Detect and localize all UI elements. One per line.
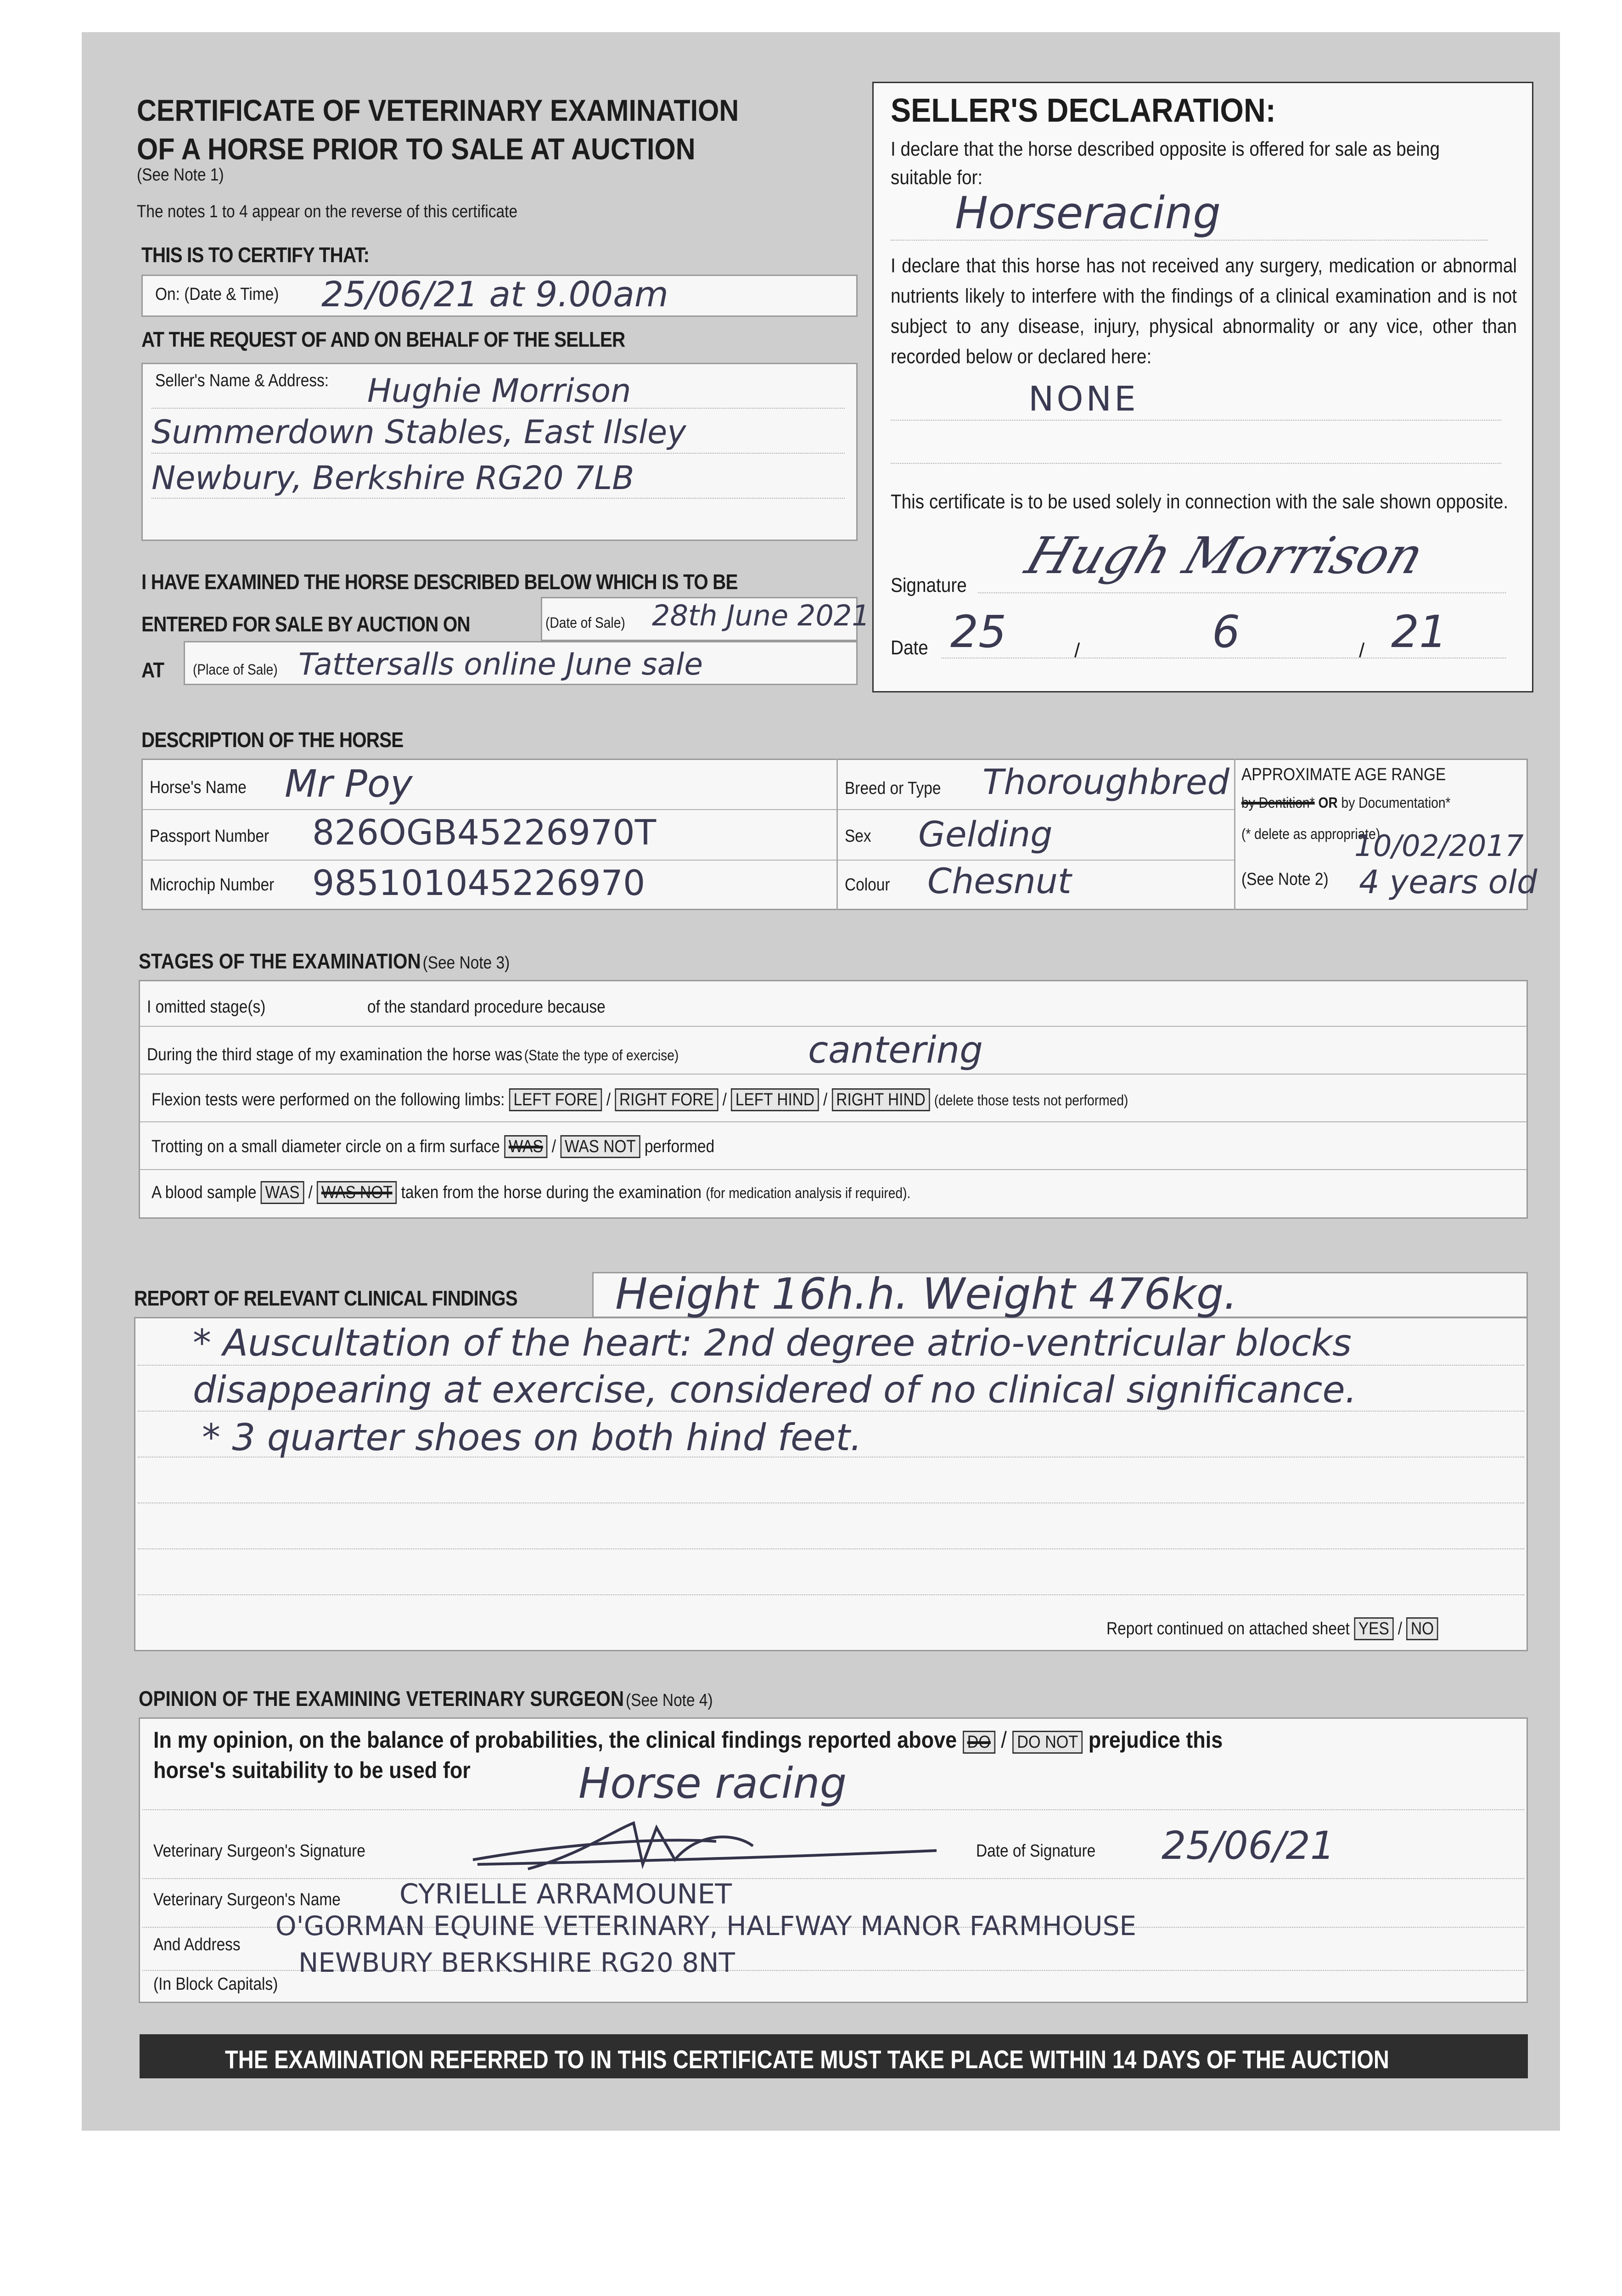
report-line-3[interactable]: disappearing at exercise, considered of no clinical significance. (193, 1368, 1357, 1411)
slash: / (722, 1090, 727, 1109)
signature-rule (978, 592, 1506, 593)
see-note-1: (See Note 1) (137, 165, 224, 185)
stages-row-rule (140, 1026, 1527, 1027)
omitted-label-a: I omitted stage(s) (147, 997, 266, 1017)
opinion-statement (153, 1727, 1223, 1754)
title-line-1: CERTIFICATE OF VETERINARY EXAMINATION (137, 93, 739, 127)
age-see-note: (See Note 2) (1241, 870, 1329, 889)
report-rule (138, 1365, 1524, 1366)
seller-date-year[interactable]: 21 (1391, 606, 1448, 658)
vet-address-line-1[interactable]: O'GORMAN EQUINE VETERINARY, HALFWAY MANOR FARMHOUSE (275, 1910, 1137, 1941)
third-stage-label: During the third stage of my examination the horse was (147, 1045, 522, 1064)
declared-rule (891, 420, 1501, 421)
date-of-signature-label: Date of Signature (976, 1841, 1096, 1861)
breed-label: Breed or Type (845, 779, 941, 798)
request-heading: AT THE REQUEST OF AND ON BEHALF OF THE SELLER (141, 327, 625, 351)
report-line-2[interactable]: * Auscultation of the heart: 2nd degree atrio-ventricular blocks (193, 1322, 1352, 1364)
slash: / (1398, 1619, 1403, 1638)
title-line-2: OF A HORSE PRIOR TO SALE AT AUCTION (137, 132, 696, 166)
address-label-1: And Address (153, 1935, 241, 1954)
report-rule (138, 1594, 1524, 1595)
age-heading: APPROXIMATE AGE RANGE (1241, 765, 1446, 784)
seller-name[interactable]: Hughie Morrison (367, 372, 631, 410)
age-dob[interactable]: 10/02/2017 (1354, 829, 1524, 863)
trot-was-not[interactable]: WAS NOT (560, 1135, 640, 1158)
vet-signature[interactable] (459, 1818, 941, 1878)
flexion-label: Flexion tests were performed on the following limbs: (152, 1090, 505, 1109)
sale-place-value[interactable]: Tattersalls online June sale (298, 647, 703, 682)
seller-signature-label: Signature (891, 574, 967, 597)
exam-date-value[interactable]: 25/06/21 at 9.00am (321, 274, 668, 315)
trot-end: performed (644, 1137, 715, 1156)
report-box (134, 1317, 1528, 1651)
limb-left-hind[interactable]: LEFT HIND (731, 1088, 819, 1111)
stages-row-rule (140, 1074, 1527, 1075)
age-years[interactable]: 4 years old (1359, 863, 1538, 901)
blood-was[interactable]: WAS (261, 1181, 304, 1204)
seller-address-line-2[interactable]: Newbury, Berkshire RG20 7LB (152, 459, 634, 497)
opinion-text-c: horse's suitability to be used for (153, 1757, 471, 1783)
address-rule (152, 498, 845, 499)
stages-heading (139, 949, 510, 974)
slash: / (551, 1137, 556, 1156)
vet-name-label: Veterinary Surgeon's Name (153, 1890, 341, 1909)
vet-signature-label: Veterinary Surgeon's Signature (153, 1841, 365, 1861)
age-delete-note: (* delete as appropriate) (1241, 826, 1381, 842)
sale-date-value[interactable]: 28th June 2021 (652, 599, 870, 632)
blood-end: taken from the horse during the examination (401, 1183, 702, 1202)
passport-value[interactable]: 826OGB45226970T (312, 812, 657, 853)
seller-date-label: Date (891, 636, 928, 659)
declaration-text-1: I declare that the horse described opposite is offered for sale as being suitable for: (891, 138, 1440, 189)
report-continued-no[interactable]: NO (1406, 1617, 1438, 1640)
horse-name-value[interactable]: Mr Poy (285, 762, 413, 806)
trot-label: Trotting on a small diameter circle on a firm surface (152, 1137, 500, 1156)
footer-banner-text: THE EXAMINATION REFERRED TO IN THIS CERTIFICATE MUST TAKE PLACE WITHIN 14 DAYS OF THE AUCTION (225, 2045, 1389, 2074)
limb-right-hind[interactable]: RIGHT HIND (832, 1088, 930, 1111)
report-line-4[interactable]: * 3 quarter shoes on both hind feet. (202, 1416, 862, 1459)
microchip-label: Microchip Number (150, 875, 275, 895)
opinion-heading (139, 1686, 713, 1711)
date-separator: / (1359, 639, 1365, 662)
slash: / (1001, 1727, 1007, 1753)
description-column-rule (1234, 759, 1235, 910)
stages-title: STAGES OF THE EXAMINATION (139, 949, 421, 973)
sale-date-label: (Date of Sale) (545, 614, 625, 631)
seller-address-label: Seller's Name & Address: (155, 371, 329, 390)
colour-label: Colour (845, 875, 890, 895)
age-by-documentation[interactable]: by Documentation* (1341, 794, 1451, 811)
notes-reference: The notes 1 to 4 appear on the reverse of this certificate (137, 202, 518, 221)
opinion-use-value[interactable]: Horse racing (578, 1759, 847, 1808)
seller-date-day[interactable]: 25 (950, 606, 1007, 658)
trot-was[interactable]: WAS (504, 1135, 547, 1158)
slash: / (823, 1090, 828, 1109)
declared-rule (891, 463, 1501, 464)
sale-at-label: AT (141, 658, 164, 682)
report-continued-yes[interactable]: YES (1354, 1617, 1393, 1640)
description-row-rule (142, 809, 1235, 810)
certify-heading: THIS IS TO CERTIFY THAT: (141, 243, 370, 267)
opinion-text-a: In my opinion, on the balance of probabilities, the clinical findings reported above (153, 1727, 957, 1753)
third-stage-row (147, 1045, 679, 1065)
stages-row-rule (140, 1169, 1527, 1170)
certificate-title (137, 91, 739, 168)
third-stage-note: (State the type of exercise) (524, 1047, 679, 1064)
exam-date-label: On: (Date & Time) (155, 285, 279, 304)
slash: / (308, 1183, 313, 1202)
date-separator: / (1074, 639, 1080, 662)
opinion-rule (142, 1878, 1524, 1879)
opinion-rule (142, 1809, 1524, 1810)
third-stage-value[interactable]: cantering (808, 1029, 983, 1071)
report-line-1[interactable]: Height 16h.h. Weight 476kg. (615, 1269, 1238, 1319)
description-column-rule (836, 759, 838, 910)
report-continued-label: Report continued on attached sheet (1106, 1619, 1350, 1638)
description-heading: DESCRIPTION OF THE HORSE (141, 728, 404, 752)
slash: / (606, 1090, 611, 1109)
suitable-for-value[interactable]: Horseracing (955, 187, 1221, 239)
horse-name-label: Horse's Name (150, 778, 247, 797)
omitted-label-b: of the standard procedure because (367, 997, 606, 1017)
sex-value[interactable]: Gelding (918, 814, 1053, 855)
stages-note: (See Note 3) (422, 953, 510, 973)
vet-signature-stroke (473, 1823, 937, 1869)
declaration-text-2: I declare that this horse has not received any surgery, medication or abnormal nutrients likely to interfere with the findings of a clinical examination and is not subject to any disease, injury, physical abnormality or any vice, other than recorded below or declared here: (891, 254, 1517, 368)
blood-note: (for medication analysis if required). (706, 1185, 911, 1201)
microchip-value[interactable]: 985101045226970 (312, 862, 645, 903)
declared-value[interactable]: NONE (1028, 379, 1139, 419)
date-of-signature-value[interactable]: 25/06/21 (1162, 1823, 1335, 1868)
report-rule (138, 1548, 1524, 1549)
seller-address-line-1[interactable]: Summerdown Stables, East Ilsley (152, 413, 686, 451)
breed-value[interactable]: Thoroughbred (982, 761, 1229, 802)
report-continued-row (1106, 1617, 1438, 1640)
seller-signature[interactable]: Hugh Morrison (1019, 526, 1431, 585)
sex-label: Sex (845, 827, 871, 846)
opinion-note: (See Note 4) (626, 1691, 713, 1710)
age-options (1241, 794, 1450, 811)
vet-name-value[interactable]: CYRIELLE ARRAMOUNET (399, 1878, 732, 1910)
opinion-title: OPINION OF THE EXAMINING VETERINARY SURGEON (139, 1687, 624, 1711)
suitable-for-rule (891, 240, 1487, 241)
age-by-dentition[interactable]: by Dentition* (1241, 794, 1315, 811)
stages-row-rule (140, 1121, 1527, 1122)
seller-declaration-title: SELLER'S DECLARATION: (891, 92, 1276, 129)
age-or: OR (1318, 794, 1338, 811)
report-heading: REPORT OF RELEVANT CLINICAL FINDINGS (134, 1286, 517, 1310)
limb-right-fore[interactable]: RIGHT FORE (615, 1088, 718, 1111)
colour-value[interactable]: Chesnut (927, 861, 1072, 901)
blood-label: A blood sample (152, 1183, 257, 1202)
passport-label: Passport Number (150, 827, 269, 846)
flexion-row (152, 1088, 1128, 1111)
footer-banner (140, 2034, 1528, 2078)
address-rule (152, 453, 845, 454)
sale-heading-2: ENTERED FOR SALE BY AUCTION ON (141, 612, 470, 636)
opinion-do-not[interactable]: DO NOT (1012, 1731, 1083, 1754)
address-label-2: (In Block Capitals) (153, 1975, 278, 1994)
opinion-text-b: prejudice this (1088, 1727, 1223, 1753)
blood-was-not[interactable]: WAS NOT (317, 1181, 397, 1204)
sale-heading-1: I HAVE EXAMINED THE HORSE DESCRIBED BELOW WHICH IS TO BE (141, 570, 738, 594)
declaration-text-3: This certificate is to be used solely in connection with the sale shown opposite. (891, 490, 1509, 513)
vet-address-line-2[interactable]: NEWBURY BERKSHIRE RG20 8NT (298, 1947, 735, 1978)
flexion-note: (delete those tests not performed) (934, 1092, 1128, 1109)
seller-date-month[interactable]: 6 (1212, 606, 1240, 658)
trot-row (152, 1135, 714, 1158)
sale-place-label: (Place of Sale) (193, 661, 278, 678)
blood-row (152, 1181, 910, 1204)
opinion-do[interactable]: DO (963, 1731, 995, 1754)
limb-left-fore[interactable]: LEFT FORE (509, 1088, 602, 1111)
